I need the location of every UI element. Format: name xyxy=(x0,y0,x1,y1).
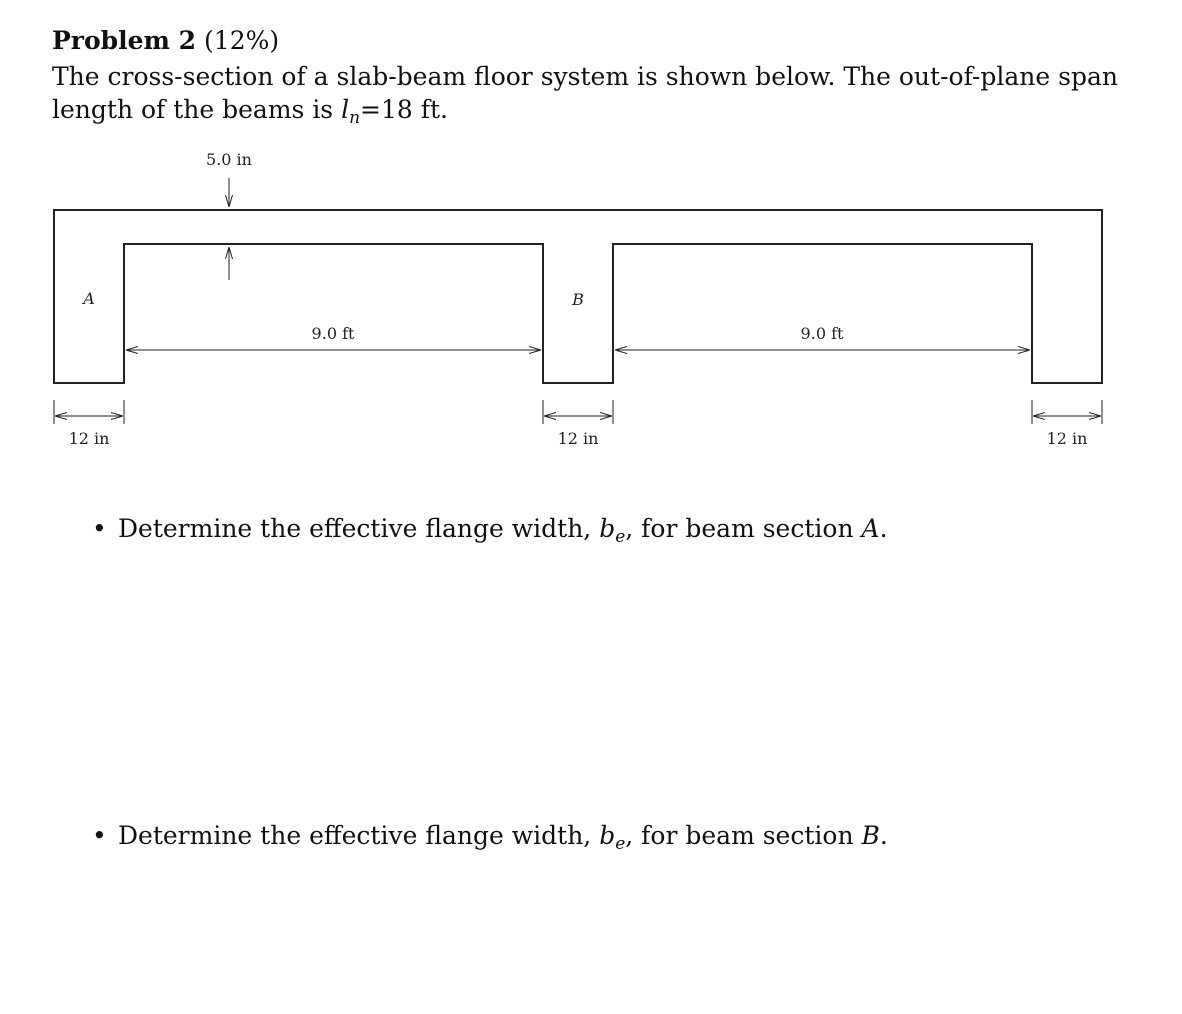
flange-width-symbol: b xyxy=(599,514,616,543)
beam-a-label: A xyxy=(83,289,95,308)
problem-weight: (12%) xyxy=(204,26,280,55)
question-end: . xyxy=(879,514,888,543)
flange-width-symbol: b xyxy=(599,821,616,850)
cross-section-diagram xyxy=(0,0,1182,470)
question-text-middle: , for beam section xyxy=(625,821,862,850)
slab-thickness-label: 5.0 in xyxy=(206,150,252,169)
web-width-middle-label: 12 in xyxy=(557,429,599,448)
problem-title: Problem 2 xyxy=(52,26,197,55)
beam-section-name: A xyxy=(861,514,880,543)
flange-width-subscript: e xyxy=(615,527,626,547)
span-length-subscript: n xyxy=(349,108,361,128)
question-end: . xyxy=(879,821,888,850)
beam-b-label: B xyxy=(572,290,584,309)
clear-span-right-label: 9.0 ft xyxy=(800,324,844,343)
bullet-marker: • xyxy=(92,821,107,850)
question-text: Determine the effective flange width, xyxy=(118,821,600,850)
question-beam-b xyxy=(92,821,888,854)
flange-width-subscript: e xyxy=(615,834,626,854)
question-text-middle: , for beam section xyxy=(625,514,862,543)
bullet-marker: • xyxy=(92,514,107,543)
question-beam-a xyxy=(92,514,888,547)
statement-text: The cross-section of a slab-beam floor system is shown below. The out-of-plane span length of the beams is xyxy=(52,62,1118,124)
beam-section-name: B xyxy=(861,821,880,850)
clear-span-left-label: 9.0 ft xyxy=(311,324,355,343)
span-length-symbol: l xyxy=(341,95,350,124)
web-width-left-label: 12 in xyxy=(68,429,110,448)
web-width-right-label: 12 in xyxy=(1046,429,1088,448)
question-text: Determine the effective flange width, xyxy=(118,514,600,543)
span-length-value: =18 ft. xyxy=(360,95,448,124)
